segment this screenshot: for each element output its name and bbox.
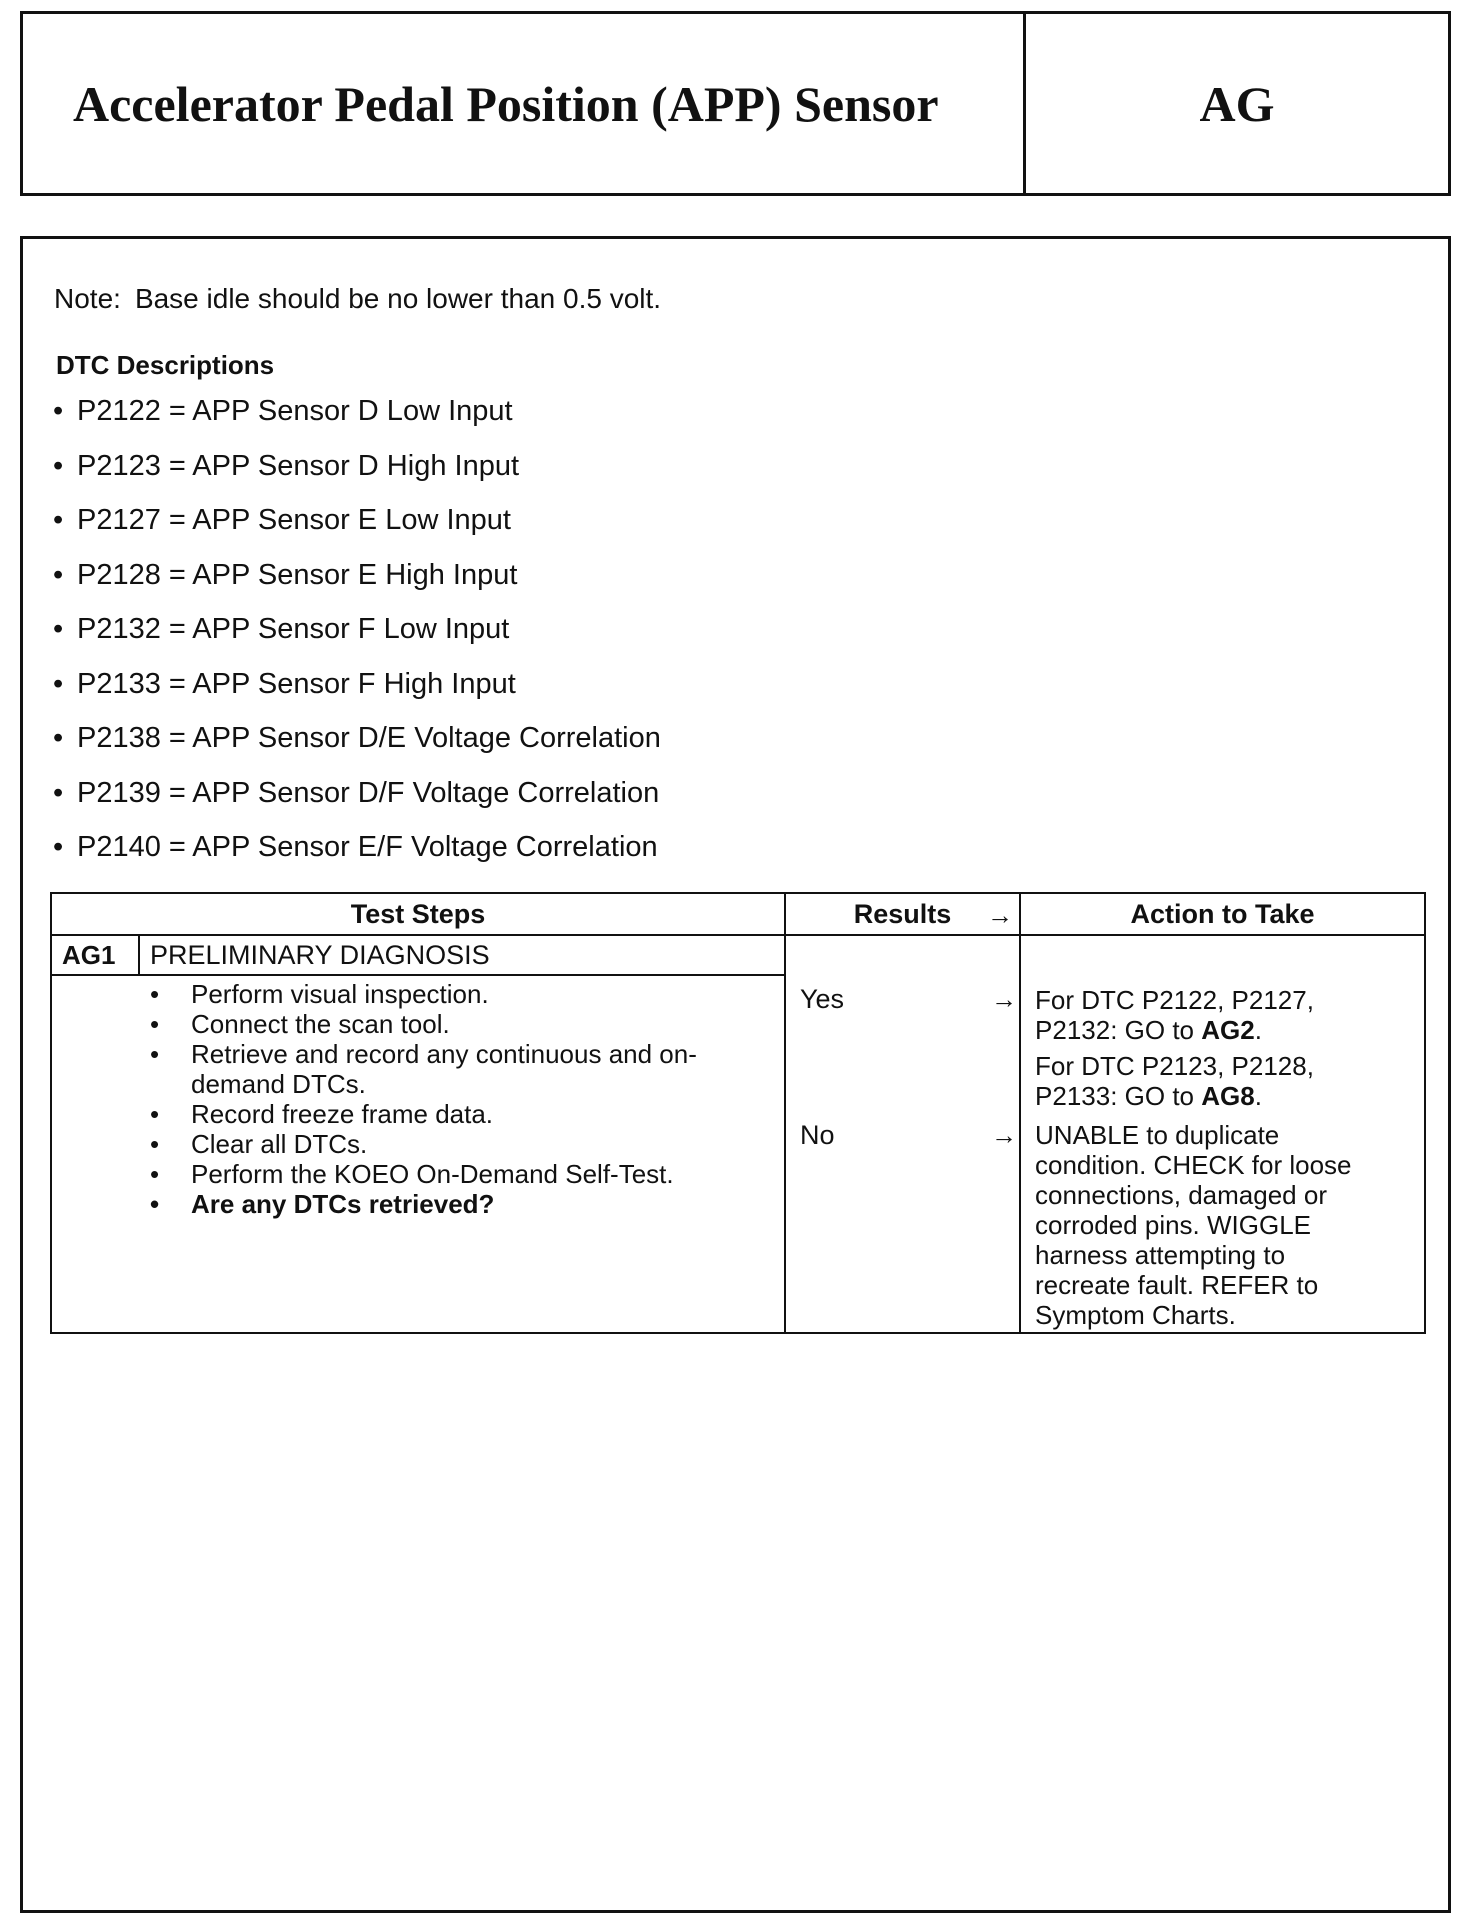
list-item: • P2128 = APP Sensor E High Input [53,558,518,591]
goto-ag8-link[interactable]: AG8 [1201,1081,1255,1111]
page-title: Accelerator Pedal Position (APP) Sensor [23,14,1026,193]
dtc-heading: DTC Descriptions [56,350,275,380]
list-item: • P2133 = APP Sensor F High Input [53,667,516,700]
list-item: • P2127 = APP Sensor E Low Input [53,504,511,536]
goto-ag2-link[interactable]: AG2 [1201,1015,1255,1045]
result-yes: Yes [800,984,845,1014]
list-item: • P2132 = APP Sensor F Low Input [53,613,510,645]
header-results: Results → [785,893,1020,935]
list-item: • P2123 = APP Sensor D High Input [53,449,520,482]
list-item: • Record freeze frame data. [146,1099,771,1129]
header-test-steps: Test Steps [51,893,785,935]
list-item: • P2138 = APP Sensor D/E Voltage Correlation [53,722,661,754]
list-item: • P2139 = APP Sensor D/F Voltage Correlation [53,776,660,809]
action-yes-1: For DTC P2122, P2127, P2132: GO to AG2. [1035,985,1314,1045]
list-item: • P2140 = APP Sensor E/F Voltage Correlation [53,831,658,863]
action-yes-2: For DTC P2123, P2128, P2133: GO to AG8. [1035,1051,1314,1111]
note [54,283,661,315]
action-cell [1020,935,1425,1333]
list-item: • P2122 = APP Sensor D Low Input [53,395,513,427]
note-label: Note: [54,283,121,314]
arrow-icon: → [987,900,1014,930]
list-item: • Perform visual inspection. [146,979,771,1009]
table-header-row [51,893,1425,935]
note-text: Base idle should be no lower than 0.5 volt. [134,283,662,314]
header-action: Action to Take [1020,893,1425,935]
list-item: • Clear all DTCs. [146,1129,771,1159]
arrow-icon: → [991,1120,1018,1150]
list-item: • Perform the KOEO On-Demand Self-Test. [146,1159,771,1189]
arrow-icon: → [991,984,1018,1014]
list-item: • Connect the scan tool. [146,1009,771,1039]
content-box [20,236,1451,1913]
result-no: No [800,1120,835,1150]
step-name: PRELIMINARY DIAGNOSIS [139,935,785,975]
step-question: • Are any DTCs retrieved? [146,1189,771,1219]
title-box [20,11,1451,196]
list-item: • Retrieve and record any continuous and on-demand DTCs. [146,1039,771,1099]
table-row [51,935,1425,975]
section-code: AG [1199,75,1275,132]
step-code: AG1 [51,935,139,975]
results-cell [785,935,1020,1333]
test-steps-table [50,892,1426,1334]
step-bullets [146,979,771,1219]
step-body [51,975,785,1333]
action-no: UNABLE to duplicate condition. CHECK for loose connections, damaged or corroded pins. WIGGLE harness attempting to recreate fault. REFER to Symptom Charts. [1035,1120,1352,1330]
dtc-list [53,393,661,884]
